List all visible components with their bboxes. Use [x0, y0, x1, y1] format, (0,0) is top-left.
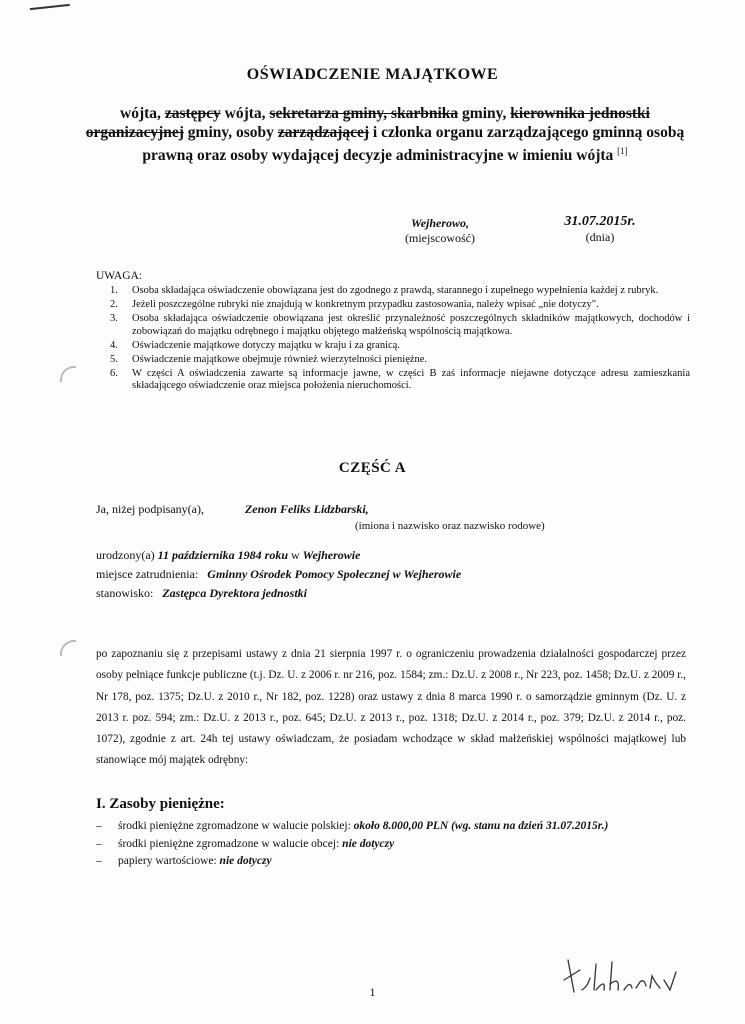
heading-text: i członka organu zarządzającego gminną osobą prawną oraz osoby wydającej decyzje administracyjne w imieniu wójta [142, 124, 685, 165]
notice-item [110, 354, 690, 367]
item-value: około 8.000,00 PLN (wg. stanu na dzień 31.07.2015r.) [353, 820, 609, 832]
position-row [96, 586, 307, 601]
notice-item [110, 313, 690, 338]
notice-text: Oświadczenie majątkowe dotyczy majątku w kraju i za granicą. [132, 339, 400, 351]
item-value: nie dotyczy [219, 855, 272, 867]
section-item [96, 818, 696, 836]
place-block [400, 216, 480, 246]
birth-row [96, 548, 360, 563]
notice-number: 3. [110, 313, 118, 324]
workplace-label: miejsce zatrudnienia: [96, 567, 199, 581]
heading-text: gminy, [458, 105, 511, 122]
notice-item [110, 340, 690, 353]
declarant-name: Zenon Feliks Lidzbarski, [244, 502, 369, 516]
place-caption: (miejscowość) [405, 231, 475, 245]
notice-text: Jeżeli poszczególne rubryki nie znajdują w konkretnym przypadku zastosowania, należy wpisać „nie dotyczy". [132, 299, 599, 310]
item-label: środki pieniężne zgromadzone w walucie polskiej: [118, 820, 351, 832]
notice-text: Osoba składająca oświadczenie obowiązana jest określić przynależność poszczególnych składników majątkowych, dochodów i zobowiązań do majątku odrębnego i majątku objętego małżeńską wspólnością majątkowa. [132, 313, 690, 337]
section-item [96, 853, 696, 871]
heading-struck-text: kierownika jednostki organizacyjnej [85, 105, 650, 141]
heading-text: wójta, [220, 105, 270, 122]
notice-number: 1. [110, 285, 118, 296]
birth-label: urodzony(a) [96, 548, 155, 562]
item-dash: – [96, 855, 102, 867]
punch-hole-mark [60, 366, 76, 382]
notice-text: Oświadczenie majątkowe obejmuje również wierzytelności pieniężne. [132, 353, 428, 365]
place-value: Wejherowo, [410, 216, 470, 230]
item-value: nie dotyczy [342, 837, 395, 850]
section-title: I. Zasoby pieniężne: [96, 796, 225, 812]
item-dash: – [96, 820, 102, 832]
document-heading [85, 104, 685, 165]
part-title: CZĘŚĆ A [338, 460, 407, 476]
heading-struck-text: zarządzającej [277, 124, 370, 141]
declaration-paragraph: po zapoznaniu się z przepisami ustawy z dnia 21 sierpnia 1997 r. o ograniczeniu prowadzenia działalności gospodarczej przez osoby pełniące funkcje publiczne (t.j. Dz. U. z 2006 r. nr 216, poz. 1584; zm.: Dz.U. z 2008 r., Nr 223, poz. 1458; Dz.U. z 2009 r., Nr 178, poz. 1375; Dz.U. z 2010 r., Nr 182, poz. 1228) oraz ustawy z dnia 8 marca 1990 r. o samorządzie gminnym (Dz. U. z 2013 r. poz. 594; zm.: Dz.U. z 2013 r., poz. 645; Dz.U. z 2013 r., poz. 1318; Dz.U. z 2014 r., poz. 379; Dz.U. z 2014 r., poz. 1072), zgodnie z art. 24h tej ustawy oświadczam, że posiadam wchodzące w skład małżeńskiej wspólności majątkowej lub stanowiące mój majątek odrębny: [96, 648, 686, 767]
date-value: 31.07.2015r. [564, 214, 636, 229]
position-value: Zastępca Dyrektora jednostki [162, 586, 307, 600]
section-item [96, 836, 696, 854]
date-block [560, 214, 640, 245]
footnote-ref: [1] [617, 146, 628, 156]
notice-list [110, 285, 690, 394]
workplace-row [96, 567, 461, 582]
heading-struck-text: sekretarza gminy, skarbnika [269, 105, 459, 122]
notice-number: 6. [110, 367, 118, 379]
notice-title: UWAGA: [96, 270, 142, 282]
heading-text: gminy, osoby [183, 124, 278, 141]
notice-number: 4. [110, 339, 118, 351]
item-dash: – [96, 837, 102, 850]
heading-struck-text: zastępcy [164, 105, 221, 122]
declarant-label: Ja, niżej podpisany(a), [96, 502, 204, 516]
declarant-name-caption: (imiona i nazwisko oraz nazwisko rodowe) [355, 520, 545, 532]
notice-text: Osoba składająca oświadczenie obowiązana jest do zgodnego z prawdą, starannego i zupełnego wypełnienia każdej z rubryk. [132, 285, 659, 296]
notice-number: 2. [110, 299, 118, 310]
notice-number: 5. [110, 353, 118, 365]
page-number: 1 [369, 985, 376, 999]
birth-place: Wejherowie [302, 548, 361, 562]
punch-hole-mark [60, 640, 76, 656]
birth-preposition: w [291, 548, 300, 562]
notice-item [110, 368, 690, 393]
heading-text: wójta, [120, 105, 165, 122]
notice-item [110, 285, 690, 298]
position-label: stanowisko: [96, 586, 154, 600]
section-items [96, 818, 696, 871]
item-label: papiery wartościowe: [118, 855, 217, 867]
item-label: środki pieniężne zgromadzone w walucie obcej: [118, 837, 340, 850]
declarant-row [96, 502, 369, 517]
date-caption: (dnia) [585, 230, 615, 244]
notice-text: W części A oświadczenia zawarte są informacje jawne, w części B zaś informacje niejawne dotyczące adresu zamieszkania składającego oświadczenie oraz miejsca położenia nieruchomości. [132, 367, 690, 391]
notice-item [110, 299, 690, 312]
birth-date: 11 października 1984 roku [157, 548, 288, 562]
document-title: OŚWIADCZENIE MAJĄTKOWE [246, 66, 499, 83]
scan-mark [30, 4, 70, 14]
workplace-value: Gminny Ośrodek Pomocy Społecznej w Wejherowie [207, 567, 462, 581]
